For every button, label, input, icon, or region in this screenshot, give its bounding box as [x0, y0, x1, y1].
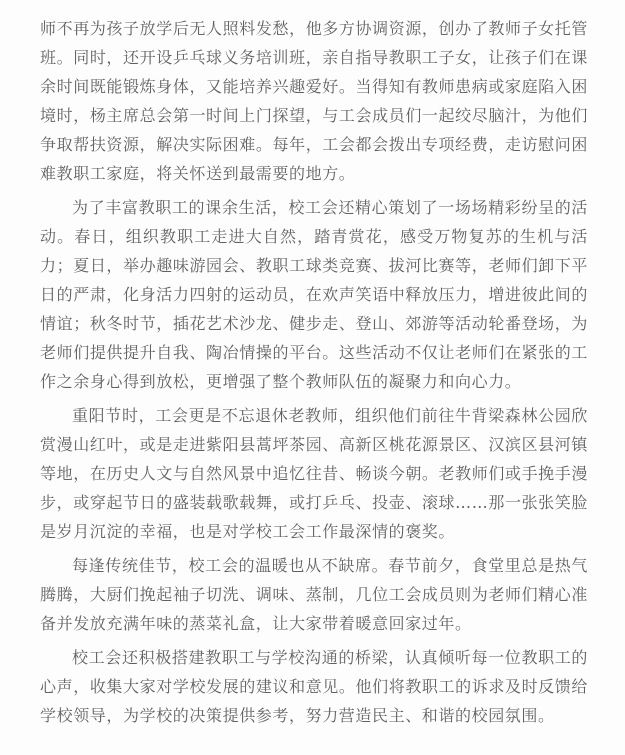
paragraph: 校工会还积极搭建教职工与学校沟通的桥梁，认真倾听每一位教职工的心声，收集大家对学校发展的建议和意见。他们将教职工的诉求及时反馈给学校领导，为学校的决策提供参考，努力营造民主、和谐的校园氛围。 [40, 648, 588, 725]
paragraph: 每逢传统佳节，校工会的温暖也从不缺席。春节前夕，食堂里总是热气腾腾，大厨们挽起袖子切洗、调味、蒸制，几位工会成员则为老师们精心准备并发放充满年味的蒸菜礼盒，让大家带着暖意回家过年。 [40, 556, 588, 633]
paragraph: 重阳节时，工会更是不忘退休老教师，组织他们前往牛背梁森林公园欣赏漫山红叶，或是走进紫阳县蒿坪茶园、高新区桃花源景区、汉滨区县河镇等地，在历史人文与自然风景中追忆往昔、畅谈今朝。老教师们或手挽手漫步，或穿起节日的盛装载歌载舞，或打乒乓、投壶、滚球……那一张张笑脸是岁月沉淀的幸福，也是对学校工会工作最深情的褒奖。 [40, 406, 588, 541]
document-body [40, 14, 588, 730]
paragraph: 为了丰富教职工的课余生活，校工会还精心策划了一场场精彩纷呈的活动。春日，组织教职工走进大自然，踏青赏花，感受万物复苏的生机与活力；夏日，举办趣味游园会、教职工球类竞赛、拔河比赛等，老师们卸下平日的严肃，化身活力四射的运动员，在欢声笑语中释放压力，增进彼此间的情谊；秋冬时节，插花艺术沙龙、健步走、登山、郊游等活动轮番登场，为老师们提供提升自我、陶冶情操的平台。这些活动不仅让老师们在紧张的工作之余身心得到放松，更增强了整个教师队伍的凝聚力和向心力。 [40, 198, 588, 391]
paragraph: 师不再为孩子放学后无人照料发愁，他多方协调资源，创办了教师子女托管班。同时，还开设乒乓球义务培训班，亲自指导教职工子女，让孩子们在课余时间既能锻炼身体，又能培养兴趣爱好。当得知有教师患病或家庭陷入困境时，杨主席总会第一时间上门探望，与工会成员们一起绞尽脑汁，为他们争取帮扶资源，解决实际困难。每年，工会都会拨出专项经费，走访慰问困难教职工家庭，将关怀送到最需要的地方。 [40, 19, 588, 183]
